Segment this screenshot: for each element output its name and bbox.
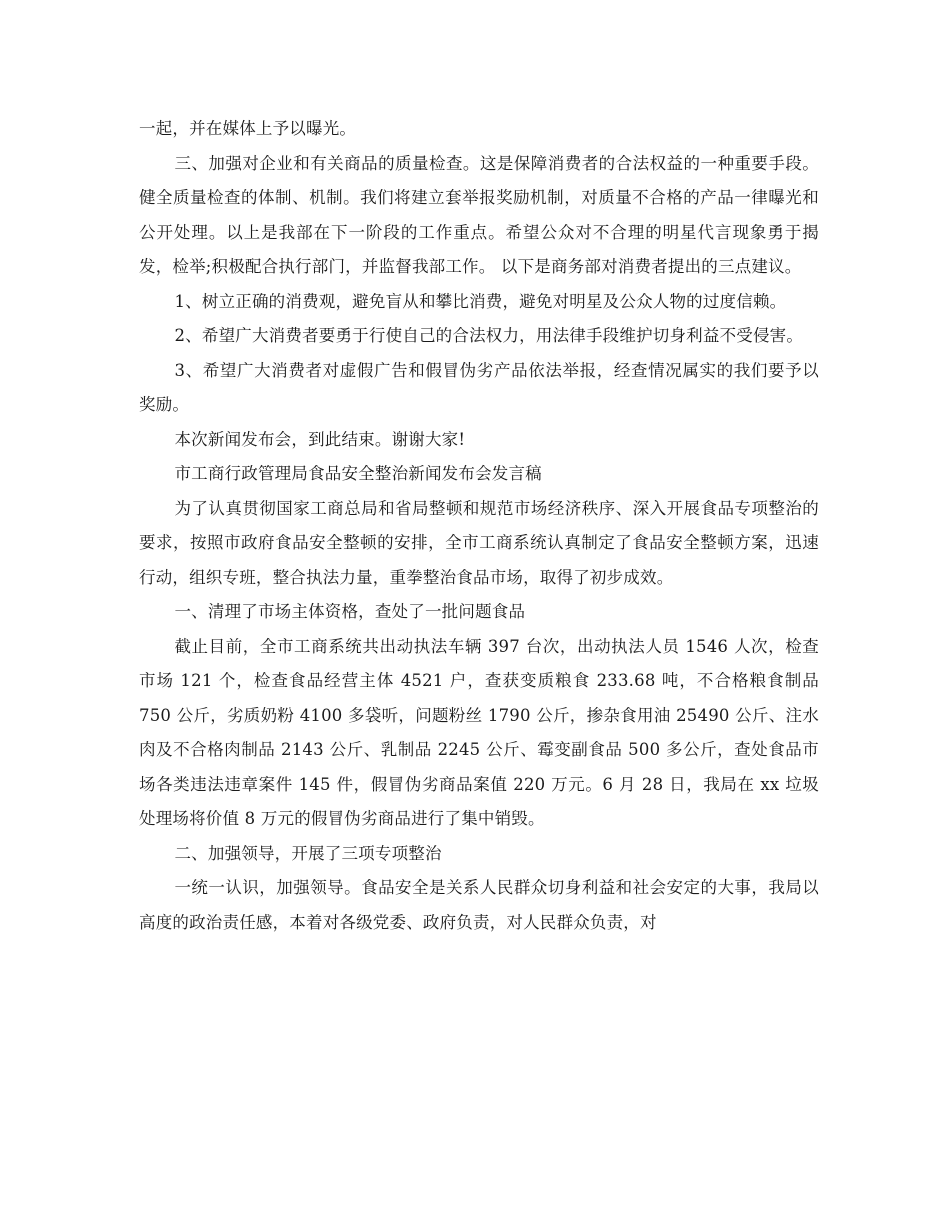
paragraph: 三、加强对企业和有关商品的质量检查。这是保障消费者的合法权益的一种重要手段。健全质量检查的体制、机制。我们将建立套举报奖励机制，对质量不合格的产品一律曝光和公开处理。以上是我部在下一阶段的工作重点。希望公众对不合理的明星代言现象勇于揭发，检举;积极配合执行部门，并监督我部工作。 以下是商务部对消费者提出的三点建议。 [139, 153, 819, 276]
paragraph: 本次新闻发布会，到此结束。谢谢大家! [174, 429, 466, 449]
section-heading: 二、加强领导，开展了三项专项整治 [174, 843, 442, 863]
section-heading: 一、清理了市场主体资格，查处了一批问题食品 [174, 602, 526, 621]
paragraph: 为了认真贯彻国家工商总局和省局整顿和规范市场经济秩序、深入开展食品专项整治的要求，按照市政府食品安全整顿的安排，全市工商系统认真制定了食品安全整顿方案，迅速行动，组织专班，整合执法力量，重拳整治食品市场，取得了初步成效。 [139, 498, 819, 587]
list-item: 2、希望广大消费者要勇于行使自己的合法权力，用法律手段维护切身利益不受侵害。 [174, 326, 804, 345]
paragraph: 截止目前，全市工商系统共出动执法车辆 397 台次，出动执法人员 1546 人次，检查市场 121 个，检查食品经营主体 4521 户，查获变质粮食 233.68 吨，不合格粮食制品 750 公斤，劣质奶粉 4100 多袋听，问题粉丝 1790 公斤，掺杂食用油 25490 公斤、注水肉及不合格肉制品 2143 公斤、乳制品 2245 公斤、霉变副食品 500 多公斤，查处食品市场各类违法违章案件 145 件，假冒伪劣商品案值 220 万元。6 月 28 日，我局在 xx 垃圾处理场将价值 8 万元的假冒伪劣商品进行了集中销毁。 [139, 636, 819, 828]
list-item: 1、树立正确的消费观，避免盲从和攀比消费，避免对明星及公众人物的过度信赖。 [174, 291, 787, 311]
document-body [139, 112, 819, 940]
paragraph: 一统一认识，加强领导。食品安全是关系人民群众切身利益和社会安定的大事，我局以高度的政治责任感，本着对各级党委、政府负责，对人民群众负责，对 [139, 878, 819, 932]
paragraph: 一起，并在媒体上予以曝光。 [139, 119, 357, 138]
list-item: 3、希望广大消费者对虚假广告和假冒伪劣产品依法举报，经查情况属实的我们要予以奖励。 [139, 360, 819, 414]
section-title: 市工商行政管理局食品安全整治新闻发布会发言稿 [174, 464, 542, 483]
